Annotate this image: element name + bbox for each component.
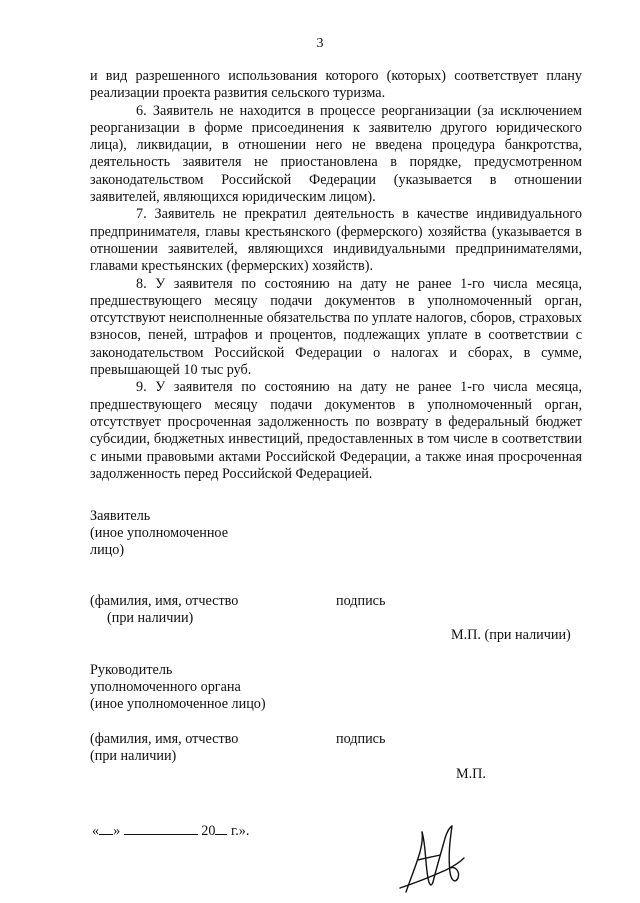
date-line — [92, 823, 249, 840]
year-blank — [215, 834, 227, 835]
authority-title: Руководитель — [90, 662, 173, 678]
applicant-subtitle: (иное уполномоченное — [90, 525, 228, 541]
applicant-title: Заявитель — [90, 508, 151, 524]
year-prefix: 20 — [201, 823, 216, 839]
paragraph-item-6: 6. Заявитель не находится в процессе реорганизации (за исключением реорганизации в форме присоединения к заявителю другого юридического лица), ликвидации, в отношении него не введена процедура банкротства, деятельность заявителя не приостановлена в порядке, предусмотренном законодательством Российской Федерации (указывается в отношении заявителей, являющихся юридическим лицом). — [90, 102, 582, 206]
paragraph-item-7: 7. Заявитель не прекратил деятельность в качестве индивидуального предпринимателя, главы крестьянского (фермерского) хозяйства (указывается в отношении заявителей, являющихся индивидуальными предпринимателями, главами крестьянских (фермерских) хозяйств). — [90, 206, 582, 275]
applicant-fio-note: (при наличии) — [107, 610, 194, 626]
authority-subtitle: уполномоченного органа — [90, 679, 241, 695]
authority-signature-label: подпись — [336, 731, 386, 747]
applicant-signature-label: подпись — [336, 593, 386, 609]
applicant-subtitle-end: лицо) — [90, 542, 125, 558]
paragraph-continuation: и вид разрешенного использования которого (которых) соответствует плану реализации проекта развития сельского туризма. — [90, 68, 582, 102]
month-blank — [124, 834, 198, 835]
paragraph-item-8: 8. У заявителя по состоянию на дату не ранее 1-го числа месяца, предшествующего месяцу подачи документов в уполномоченный орган, отсутствуют неисполненные обязательства по уплате налогов, сборов, страховых взносов, пеней, штрафов и процентов, подлежащих уплате в соответствии с законодательством Российской Федерации о налогах и сборах, в сумме, превышающей 10 тыс руб. — [90, 275, 582, 379]
authority-fio-note: (при наличии) — [90, 748, 177, 764]
page-number: 3 — [316, 36, 324, 51]
authority-fio-label: (фамилия, имя, отчество — [90, 731, 239, 747]
document-body — [90, 68, 582, 483]
applicant-stamp-label: М.П. (при наличии) — [451, 627, 571, 643]
date-suffix: г.». — [231, 823, 250, 839]
day-blank — [99, 834, 113, 835]
paragraph-item-9: 9. У заявителя по состоянию на дату не ранее 1-го числа месяца, предшествующего месяцу подачи документов в уполномоченный орган, отсутствует просроченная задолженность по возврату в федеральный бюджет субсидии, бюджетных инвестиций, предоставленных в том числе в соответствии с иными правовыми актами Российской Федерации, а также иная просроченная задолженность перед Российской Федерацией. — [90, 379, 582, 482]
date-open-quote: « — [92, 823, 100, 839]
applicant-fio-label: (фамилия, имя, отчество — [90, 593, 239, 609]
date-close-quote: » — [113, 823, 121, 839]
authority-stamp-label: М.П. — [456, 766, 486, 782]
authority-subtitle-end: (иное уполномоченное лицо) — [90, 696, 266, 712]
handwritten-signature — [398, 822, 468, 898]
